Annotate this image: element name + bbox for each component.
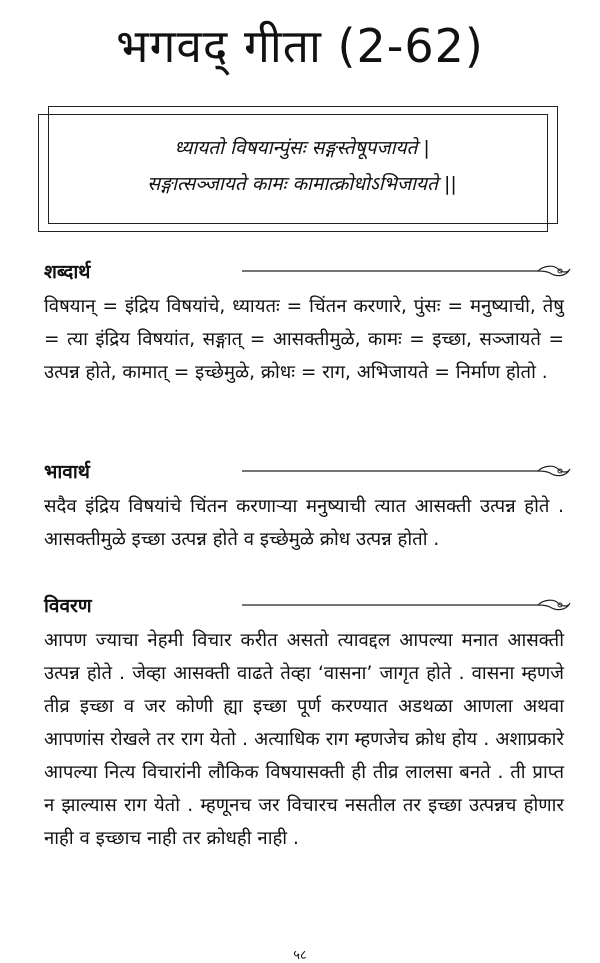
section-bhavarth [44,458,564,556]
section-vivaran [44,592,564,855]
ornament-divider-icon [242,463,572,479]
section-body: सदैव इंद्रिय विषयांचे चिंतन करणाऱ्या मनुष्याची त्यात आसक्ती उत्पन्न होते . आसक्तीमुळे इच्छा उत्पन्न होते व इच्छेमुळे क्रोध उत्पन्न होतो . [44,496,564,550]
section-shabdarth [44,258,564,389]
section-heading: भावार्थ [44,461,90,483]
page-title: भगवद् गीता (2-62) [116,19,484,73]
section-body: विषयान् = इंद्रिय विषयांचे, ध्यायतः = चिंतन करणारे, पुंसः = मनुष्याची, तेषु = त्या इंद्रिय विषयांत, सङ्गात् = आसक्तीमुळे, कामः = इच्छा, सञ्जायते = उत्पन्न होते, कामात् = इच्छेमुळे, क्रोधः = राग, अभिजायते = निर्माण होतो . [44,296,564,383]
page-number: ५८ [293,948,307,963]
verse-line-2: सङ्गात्सञ्जायते कामः कामात्क्रोधोऽभिजायते || [147,173,457,195]
ornament-divider-icon [242,263,572,279]
verse-box [38,106,558,234]
ornament-divider-icon [242,597,572,613]
section-heading: विवरण [44,595,92,617]
section-heading: शब्दार्थ [44,261,91,283]
verse-line-1: ध्यायतो विषयान्पुंसः सङ्गस्तेषूपजायते | [174,137,430,159]
section-body: आपण ज्याचा नेहमी विचार करीत असतो त्यावद्दल आपल्या मनात आसक्ती उत्पन्न होते . जेव्हा आसक्ती वाढते तेव्हा ‘वासना’ जागृत होते . वासना म्हणजे तीव्र इच्छा व जर कोणी ह्या इच्छा पूर्ण करण्यात अडथळा आणला अथवा आपणांस रोखले तर राग येतो . अत्याधिक राग म्हणजेच क्रोध होय . अशाप्रकारे आपल्या नित्य विचारांनी लौकिक विषयासक्ती ही तीव्र लालसा बनते . ती प्राप्त न झाल्यास राग येतो . म्हणूनच जर विचारच नसतील तर इच्छा उत्पन्नच होणार नाही व इच्छाच नाही तर क्रोधही नाही . [44,630,564,849]
verse-text [48,130,556,202]
